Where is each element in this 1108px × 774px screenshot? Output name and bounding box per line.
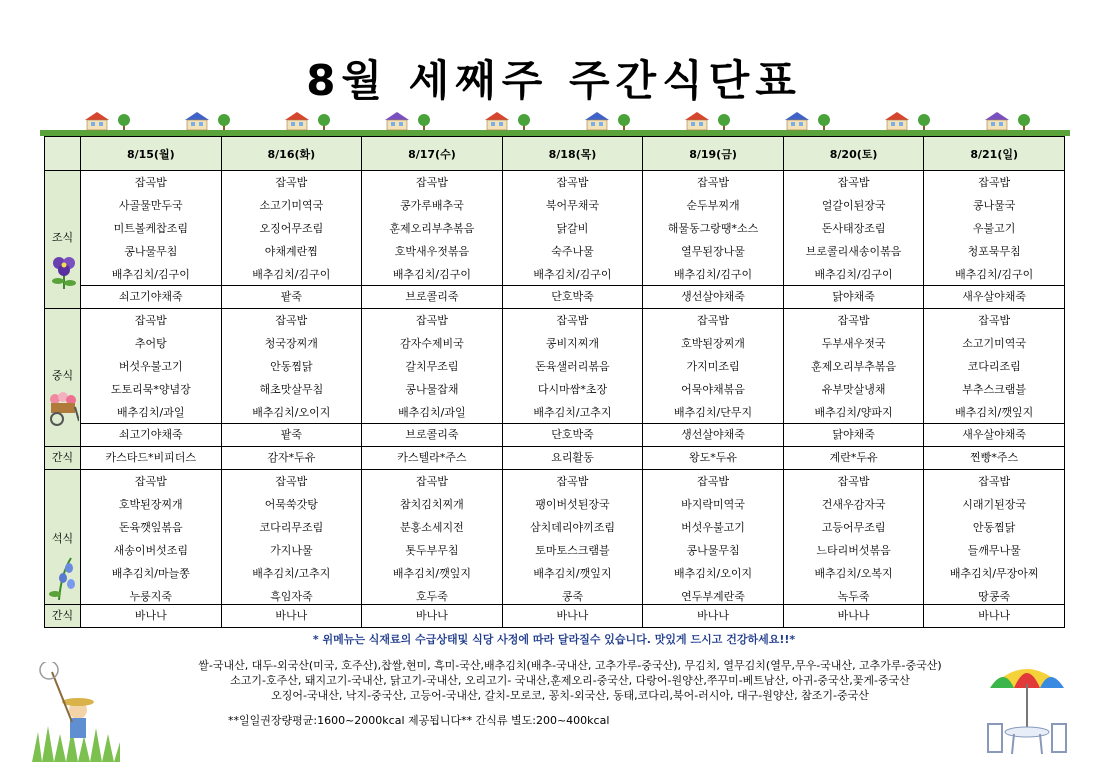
menu-item: 잡곡밥 (837, 314, 870, 327)
menu-item: 바나나 (924, 605, 1065, 628)
tree-icon (818, 114, 830, 130)
menu-item: 카스타드*비피더스 (81, 447, 222, 470)
menu-item: 고등어무조림 (821, 521, 886, 534)
menu-item: 잡곡밥 (415, 314, 448, 327)
menu-item: 사골물만두국 (118, 199, 183, 212)
menu-item: 잡곡밥 (978, 176, 1011, 189)
menu-cell (362, 309, 503, 424)
menu-item: 순두부찌개 (686, 199, 740, 212)
menu-cell (221, 470, 362, 605)
menu-item: 북어무채국 (545, 199, 600, 212)
menu-item: 안동찜닭 (270, 360, 313, 373)
menu-item: 해물동그랑땡*소스 (667, 222, 759, 235)
menu-item: 배추김치/깻잎지 (533, 567, 612, 580)
menu-item: 잡곡밥 (697, 176, 729, 189)
menu-item: 잡곡밥 (556, 314, 589, 327)
menu-row (45, 309, 1065, 424)
menu-item: 팥죽 (221, 424, 362, 447)
menu-item: 배추김치/오이지 (252, 406, 331, 419)
menu-item: 호두죽 (415, 590, 448, 603)
menu-item: 잡곡밥 (415, 176, 448, 189)
menu-item: 브로콜리죽 (362, 286, 503, 309)
menu-item: 바나나 (221, 605, 362, 628)
menu-cell (783, 171, 924, 286)
menu-item: 콩나물무침 (124, 245, 178, 258)
menu-item: 카스텔라*주스 (362, 447, 503, 470)
menu-item: 잡곡밥 (415, 475, 448, 488)
meal-label: 간식 (45, 605, 81, 628)
header-corner (45, 137, 81, 171)
menu-item: 잡곡밥 (275, 176, 308, 189)
menu-item: 훈제오리부추볶음 (389, 222, 475, 235)
menu-item: 닭야채죽 (783, 424, 924, 447)
menu-item: 배추김치/김구이 (814, 268, 893, 281)
menu-item: 돈육샐러리볶음 (535, 360, 610, 373)
menu-item: 쇠고기야채죽 (81, 424, 222, 447)
menu-cell (502, 470, 643, 605)
menu-item: 배추김치/양파지 (814, 406, 893, 419)
menu-item: 배추김치/오이지 (673, 567, 753, 580)
menu-item: 우불고기 (972, 222, 1016, 235)
farmer-icon (32, 662, 120, 762)
house-icon (285, 112, 309, 130)
menu-cell (221, 171, 362, 286)
menu-item: 잡곡밥 (978, 314, 1011, 327)
menu-item: 돈육깻잎볶음 (118, 521, 183, 534)
menu-item: 연두부계란죽 (681, 590, 745, 603)
menu-item: 바나나 (643, 605, 784, 628)
meal-label: 조식 (51, 231, 74, 244)
menu-item: 야채계란찜 (264, 245, 318, 258)
menu-item: 잡곡밥 (556, 176, 589, 189)
menu-item: 잡곡밥 (697, 314, 729, 327)
menu-cell (362, 171, 503, 286)
menu-cell (783, 309, 924, 424)
menu-item: 배추김치/오복지 (814, 567, 893, 580)
menu-item: 누룽지죽 (129, 590, 173, 603)
menu-item: 들깨무나물 (967, 544, 1021, 557)
menu-cell (643, 470, 784, 605)
house-icon (485, 112, 509, 130)
violet-flower-icon (50, 253, 78, 289)
menu-item: 쇠고기야채죽 (81, 286, 222, 309)
day-header: 8/21(일) (924, 137, 1065, 171)
menu-item: 훈제오리부추볶음 (811, 360, 897, 373)
meal-label-cell (45, 309, 81, 447)
menu-item: 두부새우젓국 (821, 337, 886, 350)
menu-item: 배추김치/김구이 (111, 268, 190, 281)
house-icon (385, 112, 409, 130)
menu-item: 배추김치/마늘쫑 (111, 567, 190, 580)
menu-item: 토마토스크램블 (535, 544, 610, 557)
menu-item: 추어탕 (134, 337, 167, 350)
menu-item: 바나나 (362, 605, 503, 628)
menu-item: 소고기미역국 (962, 337, 1027, 350)
menu-item: 잡곡밥 (837, 176, 870, 189)
menu-item: 배추김치/과일 (398, 406, 466, 419)
menu-item: 배추김치/고추지 (252, 567, 331, 580)
menu-item: 땅콩죽 (978, 590, 1011, 603)
menu-cell (643, 171, 784, 286)
menu-item: 잡곡밥 (275, 314, 308, 327)
menu-item: 바나나 (783, 605, 924, 628)
menu-item: 배추김치/김구이 (955, 268, 1034, 281)
menu-item: 얼갈이된장국 (821, 199, 886, 212)
meal-label-cell (45, 470, 81, 605)
meal-label: 중식 (51, 369, 74, 382)
house-icon (785, 112, 809, 130)
weekly-menu-table (44, 136, 1065, 628)
tree-icon (418, 114, 430, 130)
menu-item: 가지나물 (270, 544, 313, 557)
tree-icon (718, 114, 730, 130)
menu-cell (81, 309, 222, 424)
menu-item: 감자*두유 (221, 447, 362, 470)
menu-item: 배추김치/무장아찌 (949, 567, 1039, 580)
day-header: 8/15(월) (81, 137, 222, 171)
menu-item: 배추김치/김구이 (392, 268, 471, 281)
menu-item: 코다리조림 (967, 360, 1021, 373)
menu-cell (643, 309, 784, 424)
menu-item: 배추김치/과일 (117, 406, 185, 419)
menu-item: 콩죽 (561, 590, 584, 603)
origin-line: 오징어-국내산, 낙지-중국산, 고등어-국내산, 갈치-모로코, 꽁치-외국산, 동태,코다리,북어-러시아, 대구-원양산, 참조기-중국산 (271, 689, 869, 702)
menu-item: 흑임자죽 (270, 590, 313, 603)
menu-item: 잡곡밥 (134, 176, 167, 189)
tree-icon (218, 114, 230, 130)
notice-text: * 위메뉴는 식재료의 수급상태및 식당 사정에 따라 달라질수 있습니다. 맛있게 드시고 건강하세요!!* (312, 633, 796, 646)
page-title: 8월 세째주 주간식단표 (306, 56, 802, 105)
menu-item: 바나나 (502, 605, 643, 628)
meal-label: 간식 (45, 447, 81, 470)
menu-item: 톳두부무침 (405, 544, 459, 557)
menu-item: 어묵쑥갓탕 (264, 498, 318, 511)
menu-row (45, 470, 1065, 605)
menu-cell (924, 309, 1065, 424)
day-header: 8/20(토) (783, 137, 924, 171)
menu-item: 코다리무조림 (259, 521, 324, 534)
meal-label: 석식 (51, 532, 74, 545)
menu-row (45, 171, 1065, 286)
tree-icon (118, 114, 130, 130)
menu-cell (81, 470, 222, 605)
menu-cell (502, 171, 643, 286)
day-header: 8/19(금) (643, 137, 784, 171)
menu-item: 버섯우불고기 (681, 521, 745, 534)
menu-item: 해초맛살무침 (259, 383, 324, 396)
menu-item: 배추김치/고추지 (533, 406, 612, 419)
house-icon (185, 112, 209, 130)
menu-cell (924, 171, 1065, 286)
menu-item: 콩가루배추국 (400, 199, 464, 212)
menu-item: 분홍소세지전 (400, 521, 464, 534)
menu-cell (362, 470, 503, 605)
menu-item: 버섯우불고기 (118, 360, 183, 373)
village-decoration (40, 108, 1070, 136)
menu-item: 감자수제비국 (400, 337, 464, 350)
menu-item: 생선살야채죽 (643, 286, 784, 309)
snack-row (45, 447, 1065, 470)
menu-item: 배추김치/김구이 (533, 268, 612, 281)
menu-item: 새송이버섯조림 (113, 544, 188, 557)
menu-cell (783, 470, 924, 605)
origin-line: 소고기-호주산, 돼지고기-국내산, 닭고기-국내산, 오리고기- 국내산,훈제오리-중국산, 다랑어-원양산,쭈꾸미-베트남산, 아귀-중국산,꽃게-중국산 (230, 674, 910, 687)
menu-item: 단호박죽 (502, 424, 643, 447)
day-header: 8/16(화) (221, 137, 362, 171)
menu-item: 닭야채죽 (783, 286, 924, 309)
menu-cell (502, 309, 643, 424)
menu-item: 잡곡밥 (134, 314, 167, 327)
menu-item: 잡곡밥 (134, 475, 167, 488)
menu-item: 콩나물국 (972, 199, 1016, 212)
menu-item: 닭갈비 (556, 222, 589, 235)
porridge-row (45, 424, 1065, 447)
menu-item: 갈치무조림 (405, 360, 459, 373)
menu-item: 열무된장나물 (681, 245, 745, 258)
menu-item: 참치김치찌개 (400, 498, 464, 511)
menu-item: 콩나물잡채 (405, 383, 459, 396)
origin-line: 쌀-국내산, 대두-외국산(미국, 호주산),찹쌀,현미, 흑미-국산,배추김치(배추-국내산, 고추가루-중국산), 무김치, 열무김치(열무,무우-국내산, 고추가루-중국산) (198, 659, 942, 672)
house-icon (85, 112, 109, 130)
menu-item: 배추김치/김구이 (252, 268, 331, 281)
menu-item: 배추김치/단무지 (673, 406, 753, 419)
menu-item: 찐빵*주스 (924, 447, 1065, 470)
menu-item: 브로콜리죽 (362, 424, 503, 447)
menu-item: 호박된장찌개 (118, 498, 183, 511)
flower-cart-icon (47, 391, 79, 427)
tree-icon (618, 114, 630, 130)
menu-item: 바나나 (81, 605, 222, 628)
menu-item: 요리활동 (502, 447, 643, 470)
menu-item: 오징어무조림 (259, 222, 324, 235)
menu-item: 새우살야채죽 (924, 424, 1065, 447)
menu-item: 배추김치/깻잎지 (955, 406, 1034, 419)
menu-item: 부추스크램블 (962, 383, 1027, 396)
menu-item: 잡곡밥 (837, 475, 870, 488)
menu-item: 다시마쌈*초장 (537, 383, 608, 396)
origin-info (120, 658, 1020, 703)
menu-item: 시래기된장국 (962, 498, 1027, 511)
menu-item: 숙주나물 (551, 245, 594, 258)
menu-item: 느타리버섯볶음 (816, 544, 891, 557)
menu-item: 단호박죽 (502, 286, 643, 309)
parasol-table-icon (984, 654, 1070, 758)
menu-item: 유부맛살냉채 (821, 383, 886, 396)
menu-item: 새우살야채죽 (924, 286, 1065, 309)
menu-item: 잡곡밥 (697, 475, 729, 488)
menu-item: 배추김치/김구이 (673, 268, 753, 281)
header-row (45, 137, 1065, 171)
menu-item: 배추김치/깻잎지 (392, 567, 471, 580)
house-icon (885, 112, 909, 130)
menu-item: 어묵야채볶음 (681, 383, 745, 396)
menu-item: 돈사태장조림 (821, 222, 886, 235)
tree-icon (918, 114, 930, 130)
menu-item: 계란*두유 (783, 447, 924, 470)
menu-item: 생선살야채죽 (643, 424, 784, 447)
menu-item: 소고기미역국 (259, 199, 324, 212)
day-header: 8/17(수) (362, 137, 503, 171)
house-icon (585, 112, 609, 130)
menu-cell (221, 309, 362, 424)
menu-item: 호박새우젓볶음 (394, 245, 470, 258)
menu-item: 미트볼케찹조림 (113, 222, 188, 235)
tree-icon (1018, 114, 1030, 130)
menu-item: 바지락미역국 (681, 498, 745, 511)
menu-item: 도토리묵*양념장 (110, 383, 191, 396)
day-header: 8/18(목) (502, 137, 643, 171)
menu-item: 왕도*두유 (643, 447, 784, 470)
house-icon (985, 112, 1009, 130)
menu-item: 팥죽 (221, 286, 362, 309)
menu-item: 잡곡밥 (275, 475, 308, 488)
porridge-row (45, 286, 1065, 309)
menu-cell (924, 470, 1065, 605)
menu-item: 녹두죽 (837, 590, 870, 603)
menu-item: 청국장찌개 (264, 337, 318, 350)
menu-item: 팽이버섯된장국 (535, 498, 610, 511)
menu-item: 콩비지찌개 (545, 337, 600, 350)
menu-cell (81, 171, 222, 286)
kcal-note: **일일권장량평균:1600~2000kcal 제공됩니다** 간식류 별도:200~400kcal (228, 714, 610, 727)
menu-item: 건새우감자국 (821, 498, 886, 511)
meal-label-cell (45, 171, 81, 309)
bluebell-icon (49, 554, 79, 600)
menu-item: 호박된장찌개 (681, 337, 745, 350)
menu-item: 브로콜리새송이볶음 (805, 245, 902, 258)
house-icon (685, 112, 709, 130)
tree-icon (518, 114, 530, 130)
menu-item: 잡곡밥 (556, 475, 589, 488)
menu-item: 청포묵무침 (967, 245, 1021, 258)
menu-item: 안동찜닭 (972, 521, 1016, 534)
menu-item: 콩나물무침 (686, 544, 740, 557)
tree-icon (318, 114, 330, 130)
menu-item: 잡곡밥 (978, 475, 1011, 488)
menu-item: 삼치데리야끼조림 (529, 521, 615, 534)
menu-item: 가지미조림 (686, 360, 740, 373)
